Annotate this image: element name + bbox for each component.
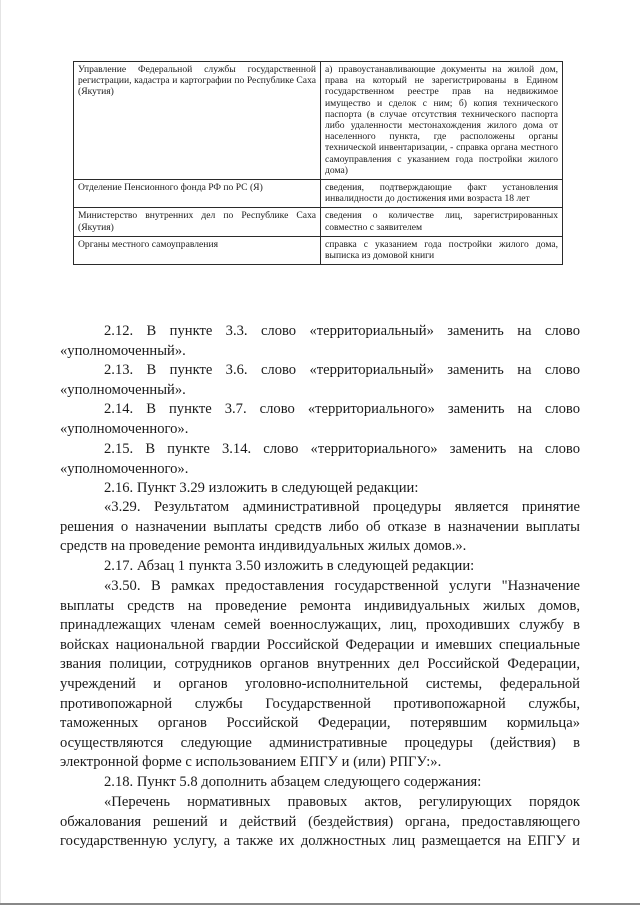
paragraph-2-18: 2.18. Пункт 5.8 дополнить абзацем следующего содержания:: [104, 774, 482, 790]
table-cell-documents: справка с указанием года постройки жилого дома, выписка из домовой книги: [321, 236, 563, 264]
table-row: [74, 208, 563, 236]
paragraph-3-29-text: «3.29. Результатом административной процедуры является принятие решения о назначении выплаты средств либо об отказе в назначении выплаты средств на проведение ремонта индивидуальных жилых домов.».: [60, 499, 580, 555]
table-cell-documents: сведения о количестве лиц, зарегистрированных совместно с заявителем: [321, 208, 563, 236]
paragraph-2-16: 2.16. Пункт 3.29 изложить в следующей редакции:: [104, 480, 419, 496]
table-cell-agency: Министерство внутренних дел по Республике Саха (Якутия): [74, 208, 321, 236]
table-cell-agency: Органы местного самоуправления: [74, 236, 321, 264]
table-cell-agency: Отделение Пенсионного фонда РФ по РС (Я): [74, 180, 321, 208]
table-cell-agency: Управление Федеральной службы государственной регистрации, кадастра и картографии по Республике Саха (Якутия): [74, 62, 321, 180]
scan-edge: [0, 0, 1, 905]
paragraph-2-13: 2.13. В пункте 3.6. слово «территориальный» заменить на слово «уполномоченный».: [60, 362, 580, 398]
paragraph-2-17: 2.17. Абзац 1 пункта 3.50 изложить в следующей редакции:: [104, 558, 475, 574]
table-row: [74, 62, 563, 180]
paragraph-2-15: 2.15. В пункте 3.14. слово «территориального» заменить на слово «уполномоченного».: [60, 441, 580, 477]
paragraph-5-8-addition: «Перечень нормативных правовых актов, регулирующих порядок обжалования решений и действий (бездействия) органа, предоставляющего государственную услугу, а также их должностных лиц размещается на ЕПГУ и: [60, 794, 580, 850]
table-row: [74, 180, 563, 208]
table-cell-documents: а) правоустанавливающие документы на жилой дом, права на который не зарегистрированы в Едином государственном реестре прав на недвижимое имущество и сделок с ним; б) копия технического паспорта (в случае отсутствия технического паспорта либо удаленности местонахождения жилого дома от населенного пункта, где расположены органы технической инвентаризации, - справка органа местного самоуправления с указанием года постройки жилого дома): [321, 62, 563, 180]
table-row: [74, 236, 563, 264]
paragraph-2-12: 2.12. В пункте 3.3. слово «территориальный» заменить на слово «уполномоченный».: [60, 323, 580, 359]
paragraph-2-14: 2.14. В пункте 3.7. слово «территориального» заменить на слово «уполномоченного».: [60, 401, 580, 437]
paragraph-3-50-text: «3.50. В рамках предоставления государственной услуги "Назначение выплаты средств на проведение ремонта индивидуальных жилых домов, принадлежащих членам семей военнослужащих, лиц, проходивших службу в войсках национальной гвардии Российской Федерации и имевших специальные звания полиции, сотрудников органов внутренних дел Российской Федерации, учреждений и органов уголовно-исполнительной системы, федеральной противопожарной службы Государственной противопожарной службы, таможенных органов Российской Федерации, потерявшим кормильца» осуществляются следующие административные процедуры (действия) в электронной форме с использованием ЕПГУ и (или) РПГУ:».: [60, 578, 580, 771]
agency-documents-table: [73, 61, 563, 265]
table-cell-documents: сведения, подтверждающие факт установления инвалидности до достижения ими возраста 18 лет: [321, 180, 563, 208]
